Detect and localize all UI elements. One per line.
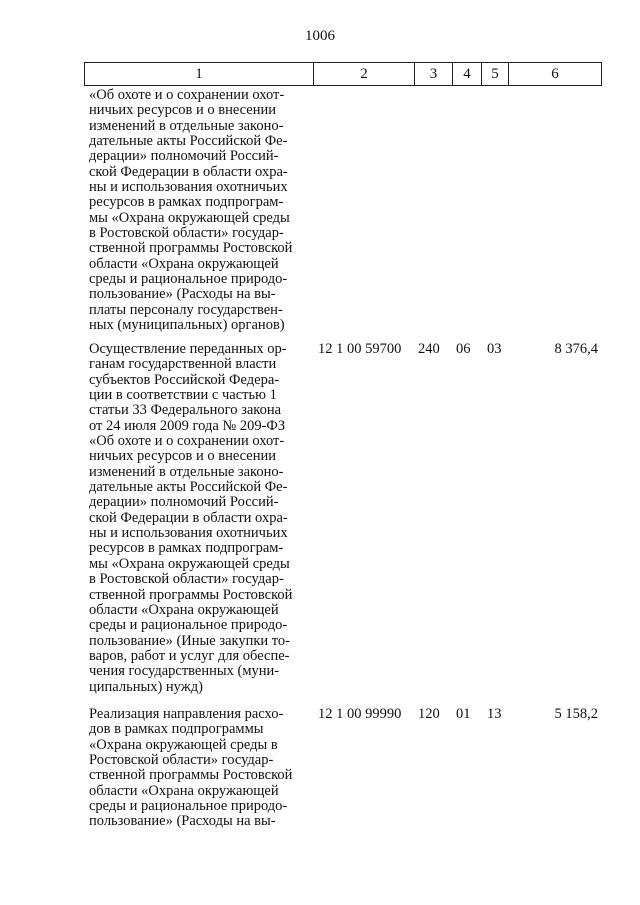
row-amount: 5 158,2: [554, 706, 598, 722]
row-section-code: 06: [456, 341, 471, 357]
header-cell-2: 2: [313, 62, 414, 86]
header-cell-6: 6: [508, 62, 602, 86]
row-description: Реализация направления расхо- дов в рамках подпрограммы «Охрана окружающей среды в Ростовской области» государ- ственной программы Ростовской области «Охрана окружающей среды и рациональное природо- пользование» (Расходы на вы-: [89, 706, 293, 830]
row-subsection-code: 03: [487, 341, 502, 357]
row-description: Осуществление переданных ор- ганам государственной власти субъектов Российской Федера- ции в соответствии с частью 1 статьи 33 Федерального закона от 24 июля 2009 года № 209-ФЗ «Об охоте и о сохранении охот- ничьих ресурсов и о внесении изменений в отдельные законо- дательные акты Российской Фе- дерации» полномочий Россий- ской Федерации в области охра- ны и использования охотничьих ресурсов в рамках подпрограм- мы «Охрана окружающей среды в Ростовской области» государ- ственной программы Ростовской области «Охрана окружающей среды и рациональное природо- пользование» (Иные закупки то- варов, работ и услуг для обеспе- чения государственных (муни- ципальных) нужд): [89, 341, 293, 695]
header-cell-1: 1: [84, 62, 313, 86]
header-cell-4: 4: [452, 62, 481, 86]
row-target-article-code: 12 1 00 59700: [318, 341, 402, 357]
row-expense-type-code: 240: [418, 341, 440, 357]
header-cell-3: 3: [414, 62, 452, 86]
row-description: «Об охоте и о сохранении охот- ничьих ресурсов и о внесении изменений в отдельные законо- дательные акты Российской Фе- дерации» полномочий Россий- ской Федерации в области охра- ны и использования охотничьих ресурсов в рамках подпрограм- мы «Охрана окружающей среды в Ростовской области» государ- ственной программы Ростовской области «Охрана окружающей среды и рациональное природо- пользование» (Расходы на вы- платы персоналу государствен- ных (муниципальных) органов): [89, 87, 293, 334]
row-expense-type-code: 120: [418, 706, 440, 722]
row-target-article-code: 12 1 00 99990: [318, 706, 402, 722]
page-number: 1006: [305, 28, 335, 44]
row-section-code: 01: [456, 706, 471, 722]
row-subsection-code: 13: [487, 706, 502, 722]
header-cell-5: 5: [481, 62, 508, 86]
row-amount: 8 376,4: [554, 341, 598, 357]
